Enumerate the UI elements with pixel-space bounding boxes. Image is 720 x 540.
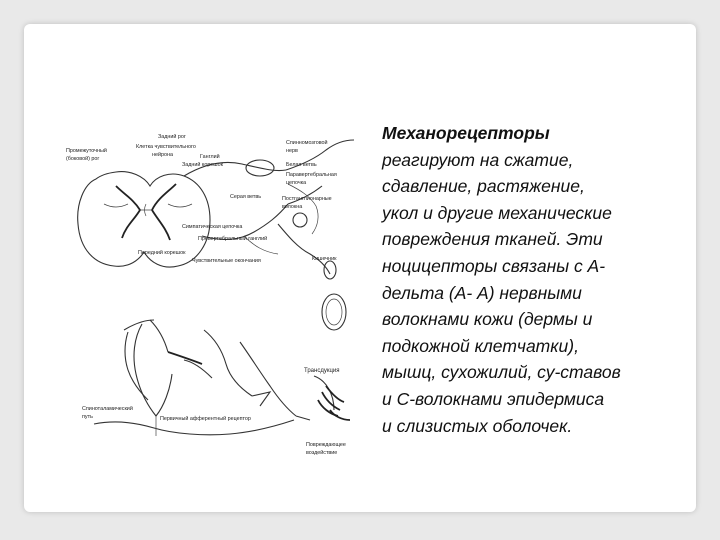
label-postgang-2: волокна [282, 204, 303, 210]
slide [24, 24, 696, 512]
label-kletka-2: нейрона [152, 152, 173, 158]
diagram-svg [64, 124, 364, 474]
body-line: сдавление, растяжение, [382, 176, 585, 197]
body-line: укол и другие механические [382, 202, 612, 223]
label-spin-nerv-1: Спинномозговой [286, 140, 328, 146]
label-paravert-2: цепочка [286, 180, 307, 186]
label-povrezh-2: воздействие [306, 450, 338, 456]
nerve-roots [184, 140, 354, 274]
label-zadniy-rog: Задний рог [158, 134, 186, 140]
label-simp-cep: Симпатическая цепочка [182, 224, 243, 230]
label-transdukciya: Трансдукция [304, 368, 340, 374]
label-kletka-1: Клетка чувствительного [136, 144, 196, 150]
label-spinotal-1: Спиноталамический [82, 406, 133, 412]
label-seraya: Серая ветвь [230, 194, 262, 200]
label-spin-nerv-2: нерв [286, 148, 298, 154]
body-line: мышц, сухожилий, су-ставов [382, 362, 621, 383]
label-promezh-2: (боковой) рог [66, 156, 100, 162]
label-postgang-1: Постганглионарные [282, 196, 332, 202]
label-pervich: Первичный афферентный рецептор [160, 416, 251, 422]
label-chuv-okonch: Чувствительные окончания [192, 258, 261, 264]
nociception-diagram [64, 124, 364, 474]
label-ganglii: Ганглий [200, 154, 220, 160]
body-line: ноцицепторы связаны с А- [382, 255, 606, 276]
label-povrezh-1: Повреждающее [306, 442, 346, 448]
gut-illustration [322, 261, 346, 330]
slide-title: Механорецепторы [382, 123, 550, 143]
label-paravert-1: Паравертебральная [286, 172, 337, 178]
body-line: повреждения тканей. Эти [382, 229, 603, 250]
body-line: и С-волокнами эпидермиса [382, 388, 605, 409]
label-zadnyaya: Задний корешок [182, 162, 223, 168]
body-line: дельта (А- А) нервными [382, 282, 582, 303]
label-prevert: Превертебральный ганглий [198, 236, 268, 242]
body-line: реагируют на сжатие, [382, 149, 574, 170]
label-spinotal-2: путь [82, 414, 93, 420]
label-peredniy: Передний корешок [138, 250, 186, 256]
label-kishechnik: Кишечник [312, 256, 337, 262]
body-line: подкожной клетчатки), [382, 335, 579, 356]
description-text [382, 120, 692, 439]
body-line: волокнами кожи (дермы и [382, 309, 593, 330]
body-line: и слизистых оболочек. [382, 415, 573, 436]
label-bel-vetv: Белая ветвь [286, 162, 317, 168]
label-promezh-1: Промежуточный [66, 148, 107, 154]
